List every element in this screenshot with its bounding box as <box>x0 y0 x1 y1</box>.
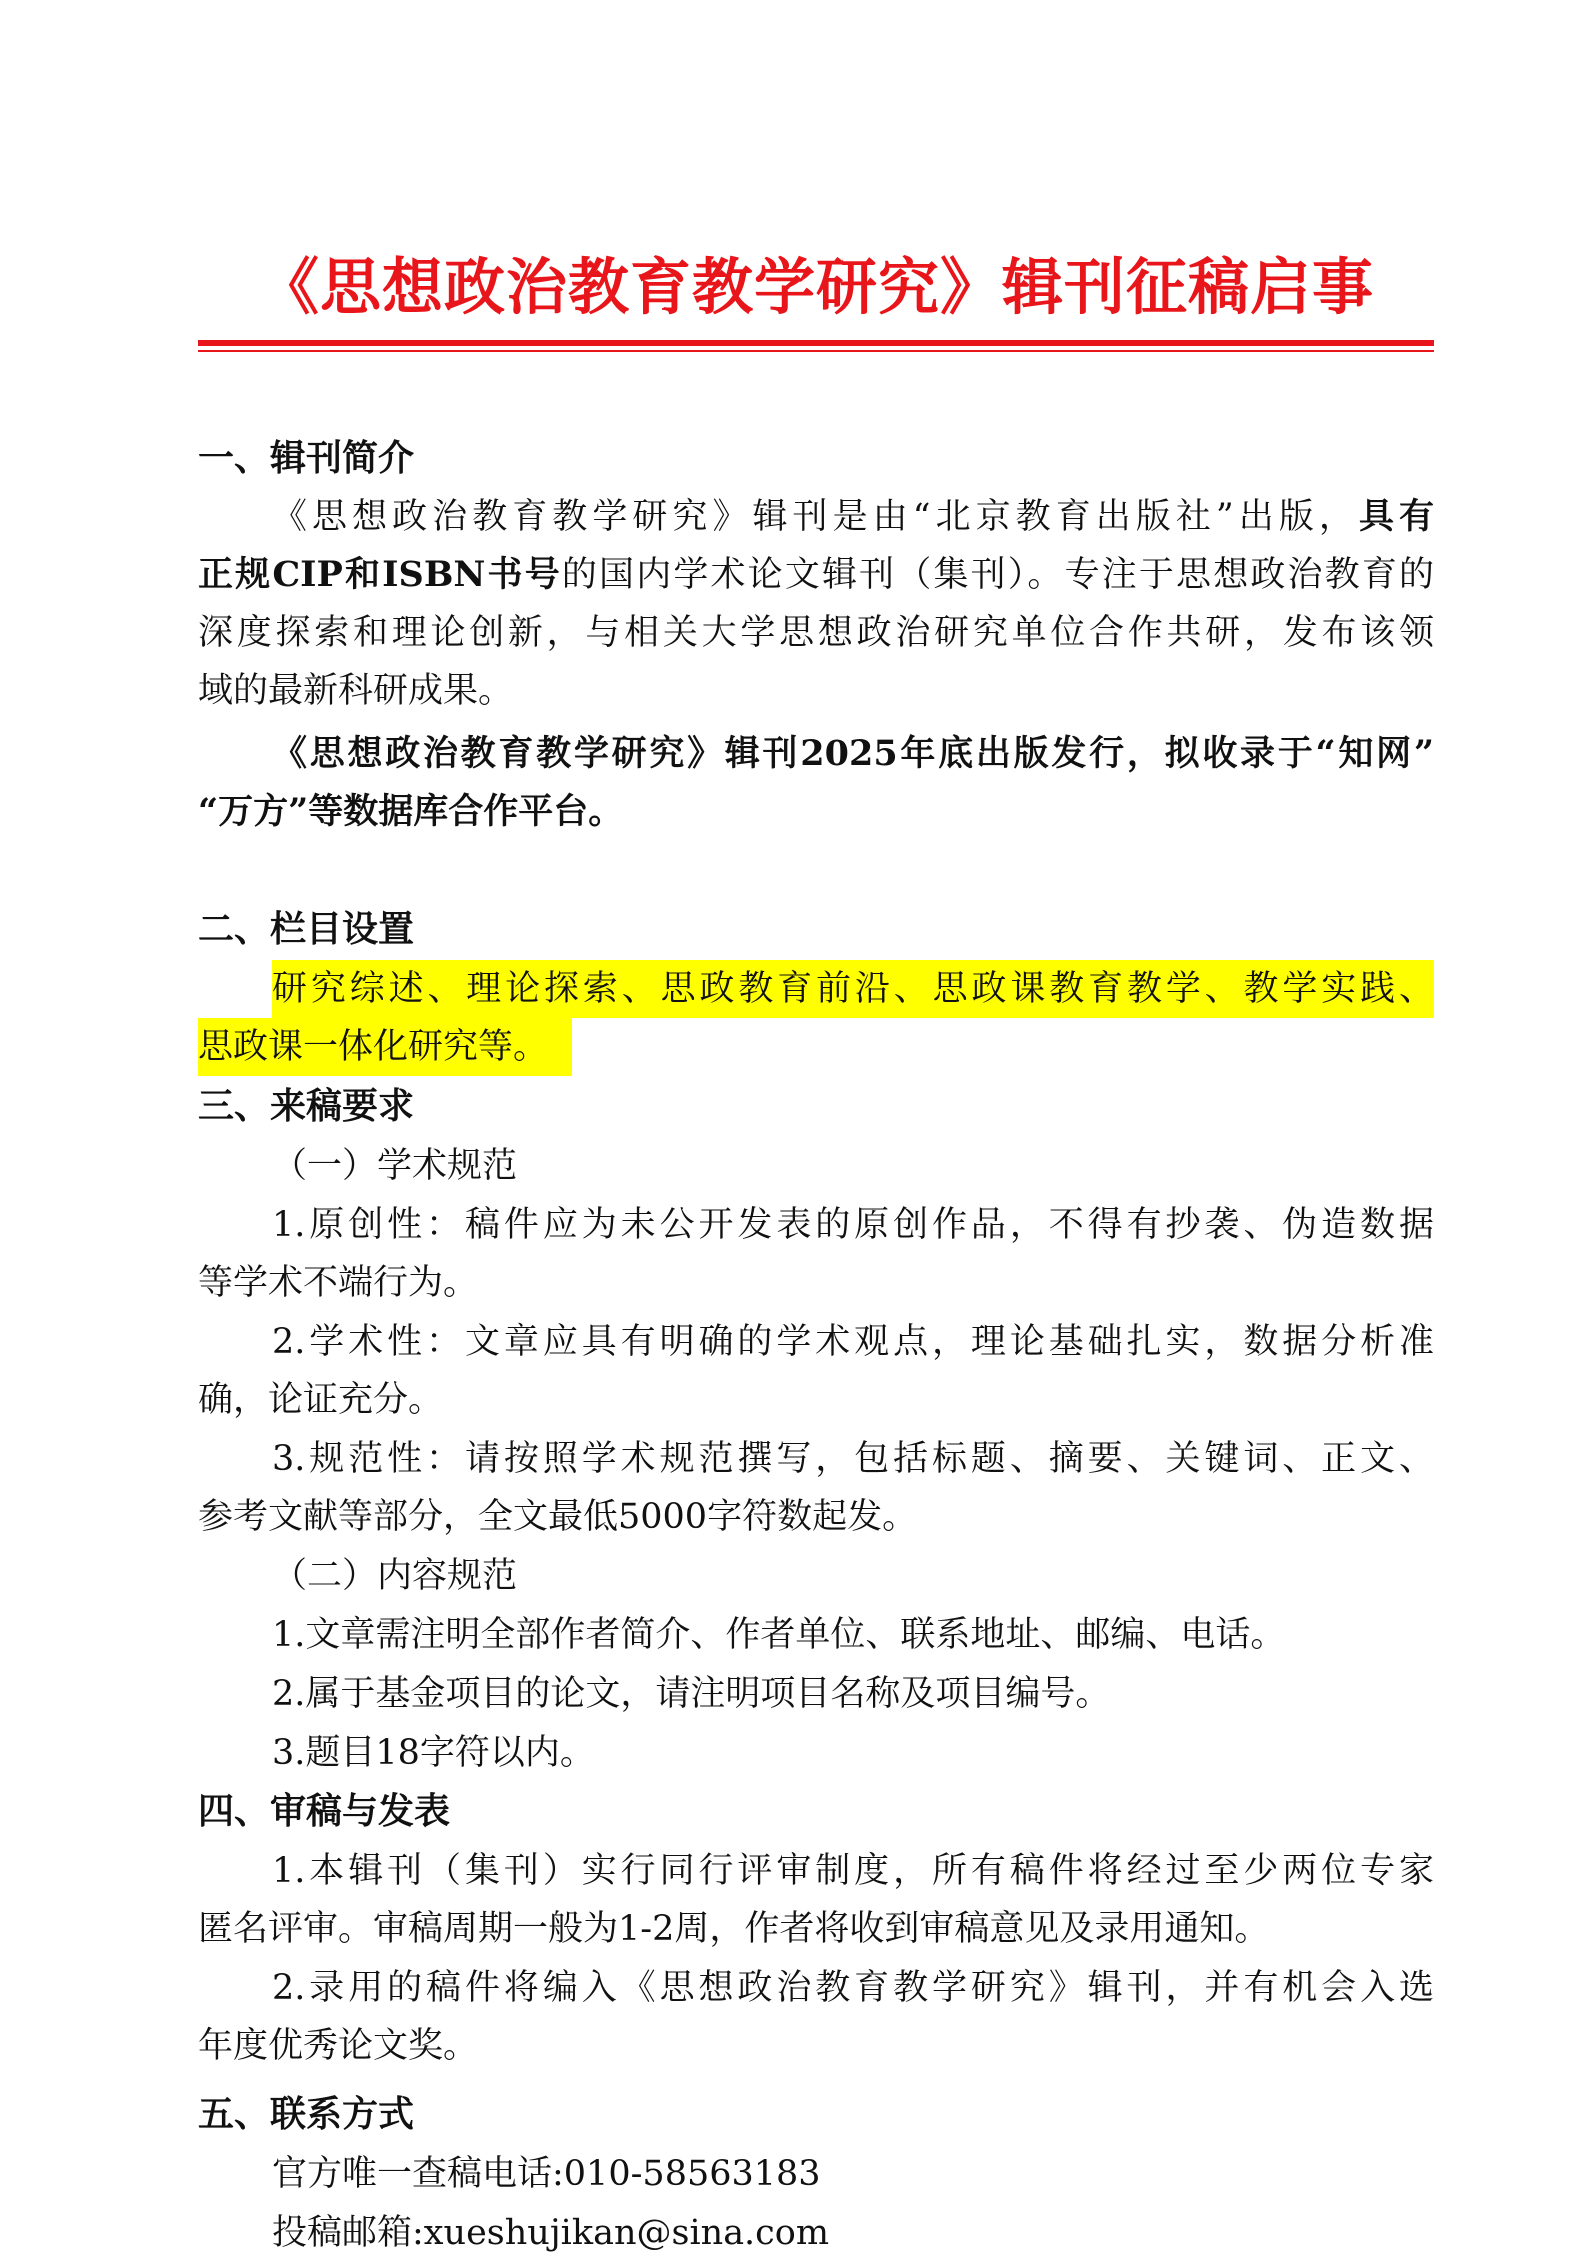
intro-para-2-line-1: 《思想政治教育教学研究》辑刊2025年底出版发行，拟收录于“知网” <box>272 733 1434 774</box>
content-item-2: 2.属于基金项目的论文，请注明项目名称及项目编号。 <box>272 1674 1111 1714</box>
academic-line-2: 确，论证充分。 <box>198 1380 444 1420</box>
standard-line-2: 参考文献等部分，全文最低5000字符数起发。 <box>198 1497 918 1537</box>
intro-para-1-line-3: 深度探索和理论创新，与相关大学思想政治研究单位合作共研，发布该领 <box>198 613 1434 653</box>
intro-para-1-line-4: 域的最新科研成果。 <box>198 671 514 711</box>
columns-line-2 <box>198 1018 1434 1076</box>
review-item-1-line-1: 1.本辑刊（集刊）实行同行评审制度，所有稿件将经过至少两位专家 <box>272 1851 1434 1891</box>
contact-email: 投稿邮箱:xueshujikan@sina.com <box>272 2213 830 2253</box>
review-item-1-line-2: 匿名评审。审稿周期一般为1-2周，作者将收到审稿意见及录用通知。 <box>198 1909 1270 1949</box>
originality-line-1: 1.原创性：稿件应为未公开发表的原创作品，不得有抄袭、伪造数据 <box>272 1205 1434 1245</box>
originality-line-2: 等学术不端行为。 <box>198 1263 479 1303</box>
academic-norms-subheading: （一）学术规范 <box>272 1146 518 1186</box>
section-3-heading: 三、来稿要求 <box>198 1086 415 1127</box>
review-item-2-line-2: 年度优秀论文奖。 <box>198 2026 479 2066</box>
section-4-heading: 四、审稿与发表 <box>198 1791 451 1832</box>
intro-para-1-line-2: 正规CIP和ISBN书号的国内学术论文辑刊（集刊）。专注于思想政治教育的 <box>198 554 1434 595</box>
contact-phone: 官方唯一查稿电话:010-58563183 <box>272 2154 821 2194</box>
columns-line-2-highlight: 思政课一体化研究等。 <box>198 1018 572 1076</box>
section-2-heading: 二、栏目设置 <box>198 909 415 950</box>
section-5-heading: 五、联系方式 <box>198 2094 415 2135</box>
academic-line-1: 2.学术性：文章应具有明确的学术观点，理论基础扎实，数据分析准 <box>272 1322 1434 1362</box>
content-norms-subheading: （二）内容规范 <box>272 1556 518 1596</box>
content-item-3: 3.题目18字符以内。 <box>272 1733 595 1773</box>
intro-para-2-line-2: “万方”等数据库合作平台。 <box>198 791 624 832</box>
review-item-2-line-1: 2.录用的稿件将编入《思想政治教育教学研究》辑刊，并有机会入选 <box>272 1968 1434 2008</box>
columns-line-1: 研究综述、理论探索、思政教育前沿、思政课教育教学、教学实践、 <box>272 960 1434 1018</box>
content-item-1: 1.文章需注明全部作者简介、作者单位、联系地址、邮编、电话。 <box>272 1615 1286 1655</box>
standard-line-1: 3.规范性：请按照学术规范撰写，包括标题、摘要、关键词、正文、 <box>272 1439 1434 1479</box>
title-rule-thin <box>198 350 1434 352</box>
intro-para-1-line-1: 《思想政治教育教学研究》辑刊是由“北京教育出版社”出版，具有 <box>272 496 1434 537</box>
document-title: 《思想政治教育教学研究》辑刊征稿启事 <box>257 252 1374 323</box>
section-1-heading: 一、辑刊简介 <box>198 438 415 479</box>
title-rule-thick <box>198 340 1434 346</box>
